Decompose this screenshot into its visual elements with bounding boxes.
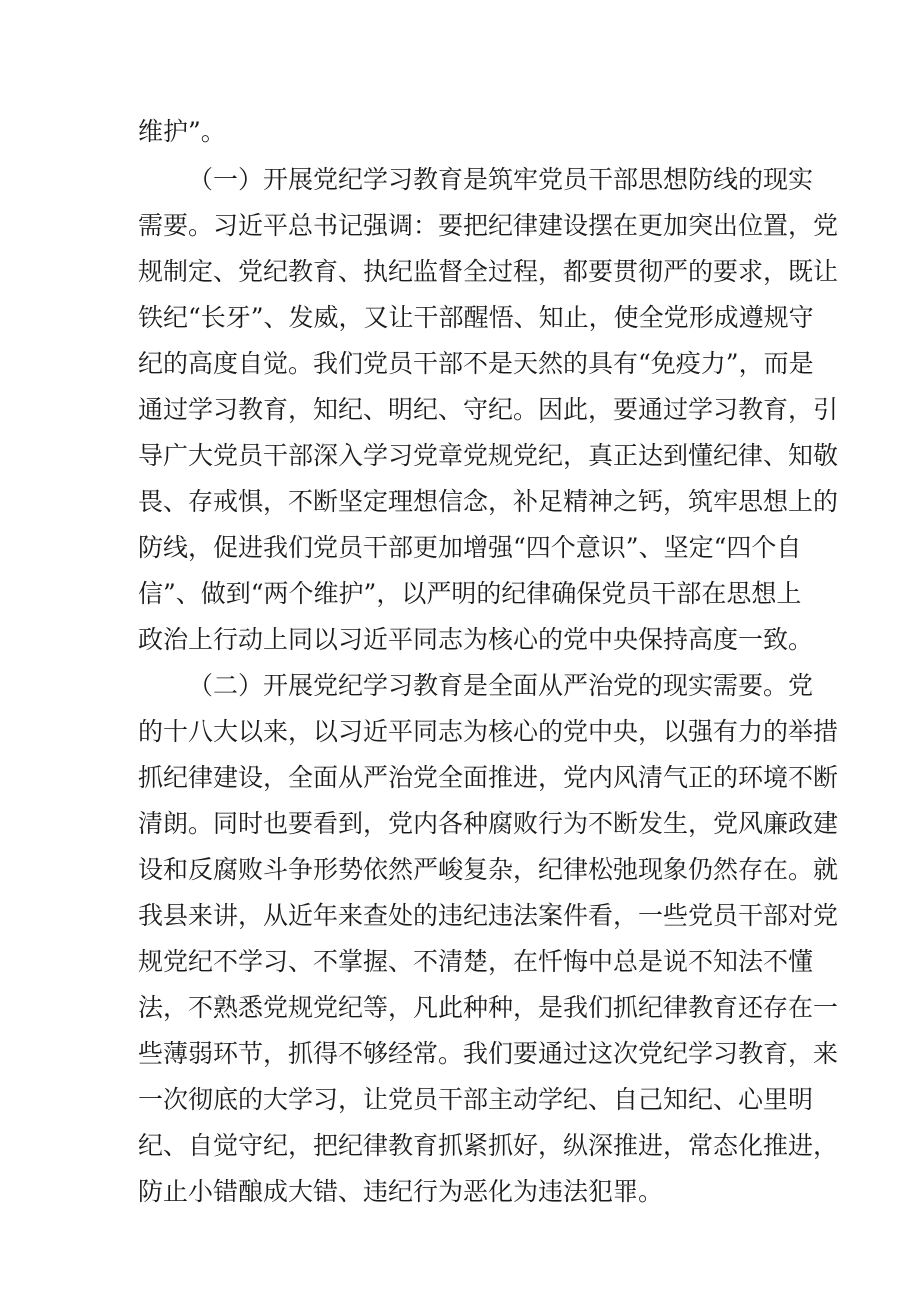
text-line: 畏、存戒惧，不断坚定理想信念，补足精神之钙，筑牢思想上的 <box>138 487 839 516</box>
text-line: 我县来讲，从近年来查处的违纪违法案件看，一些党员干部对党 <box>138 901 839 930</box>
text-line: 的十八大以来，以习近平同志为核心的党中央，以强有力的举措 <box>138 717 839 746</box>
paragraph-start-line: （二）开展党纪学习教育是全面从严治党的现实需要。党 <box>188 671 814 700</box>
text-line: 纪、自觉守纪，把纪律教育抓紧抓好，纵深推进，常态化推进， <box>138 1131 839 1160</box>
text-line: 防线，促进我们党员干部更加增强“四个意识”、坚定“四个自 <box>138 533 802 562</box>
text-line: 铁纪“长牙”、发威，又让干部醒悟、知止，使全党形成遵规守 <box>138 303 814 332</box>
text-line: 防止小错酿成大错、违纪行为恶化为违法犯罪。 <box>138 1177 664 1206</box>
text-line: 规党纪不学习、不掌握、不清楚，在忏悔中总是说不知法不懂 <box>138 947 814 976</box>
text-line: 规制定、党纪教育、执纪监督全过程，都要贯彻严的要求，既让 <box>138 257 839 286</box>
paragraph-start-line: （一）开展党纪学习教育是筑牢党员干部思想防线的现实 <box>188 165 814 194</box>
text-line: 导广大党员干部深入学习党章党规党纪，真正达到懂纪律、知敬 <box>138 441 839 470</box>
text-line: 需要。习近平总书记强调：要把纪律建设摆在更加突出位置，党 <box>138 211 839 240</box>
text-line: 些薄弱环节，抓得不够经常。我们要通过这次党纪学习教育，来 <box>138 1039 839 1068</box>
text-line: 法，不熟悉党规党纪等，凡此种种，是我们抓纪律教育还存在一 <box>138 993 839 1022</box>
text-line: 纪的高度自觉。我们党员干部不是天然的具有“免疫力”，而是 <box>138 349 814 378</box>
text-line: 通过学习教育，知纪、明纪、守纪。因此，要通过学习教育，引 <box>138 395 839 424</box>
text-line: 清朗。同时也要看到，党内各种腐败行为不断发生，党风廉政建 <box>138 809 839 838</box>
text-line: 一次彻底的大学习，让党员干部主动学纪、自己知纪、心里明 <box>138 1085 814 1114</box>
text-line: 信”、做到“两个维护”，以严明的纪律确保党员干部在思想上 <box>138 579 802 608</box>
text-line: 抓纪律建设，全面从严治党全面推进，党内风清气正的环境不断 <box>138 763 839 792</box>
text-line: 维护”。 <box>138 117 226 146</box>
text-line: 设和反腐败斗争形势依然严峻复杂，纪律松弛现象仍然存在。就 <box>138 855 839 884</box>
text-line: 政治上行动上同以习近平同志为核心的党中央保持高度一致。 <box>138 625 814 654</box>
